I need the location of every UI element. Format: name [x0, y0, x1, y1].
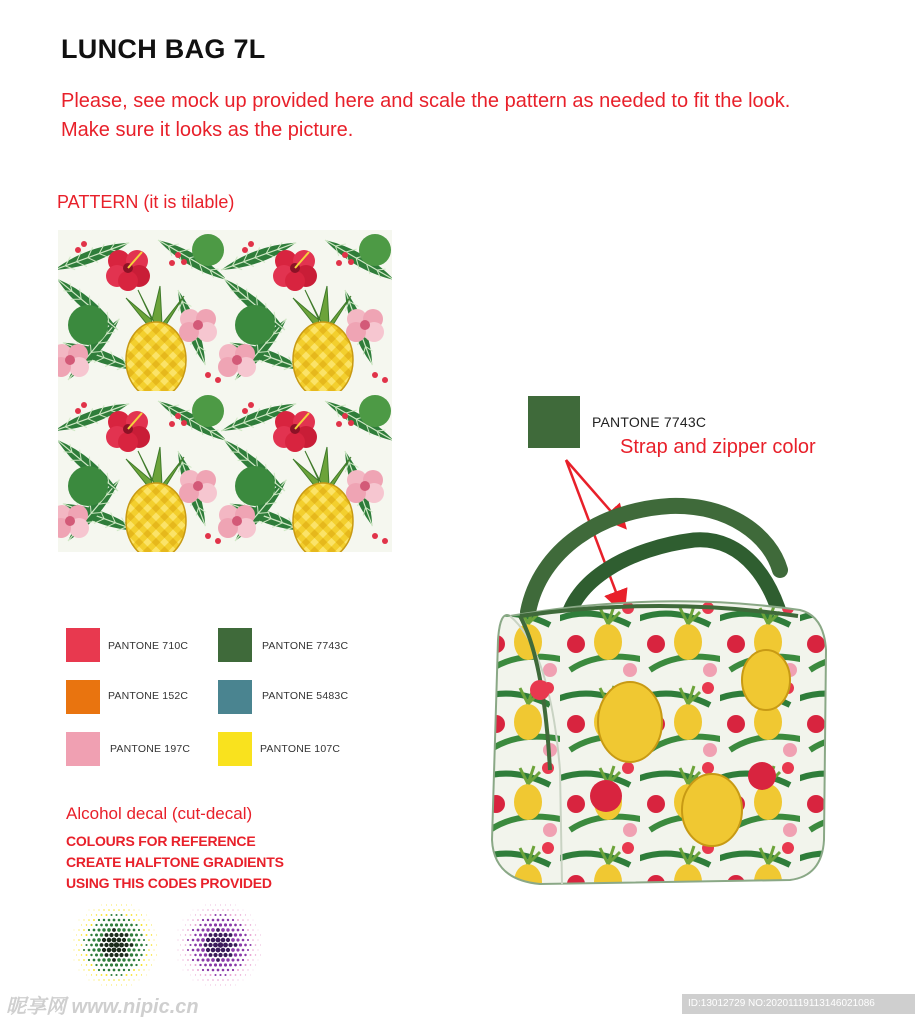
bag-mockup: [480, 440, 840, 900]
swatch-197c-label: PANTONE 197C: [110, 743, 191, 755]
strap-note: Strap and zipper color: [620, 436, 816, 458]
swatch-7743c: [218, 628, 252, 662]
decal-line-2: CREATE HALFTONE GRADIENTS: [66, 854, 284, 870]
strap-pantone-label: PANTONE 7743C: [592, 414, 707, 430]
decal-line-3: USING THIS CODES PROVIDED: [66, 875, 272, 891]
swatch-152c-label: PANTONE 152C: [108, 690, 189, 702]
swatch-197c: [66, 732, 100, 766]
decal-line-1: COLOURS FOR REFERENCE: [66, 833, 256, 849]
bag-body: [492, 601, 826, 884]
pattern-tile: [58, 230, 392, 552]
swatch-7743c-label: PANTONE 7743C: [262, 640, 349, 652]
swatch-710c-label: PANTONE 710C: [108, 640, 189, 652]
swatch-107c: [218, 732, 252, 766]
halftone-decal-purple: [168, 900, 268, 990]
instruction-line-1: Please, see mock up provided here and scale the pattern as needed to fit the look.: [61, 90, 791, 112]
page-title: LUNCH BAG 7L: [61, 34, 266, 64]
pattern-label: PATTERN (it is tilable): [57, 192, 235, 212]
swatch-5483c-label: PANTONE 5483C: [262, 690, 349, 702]
halftone-decal-green: [64, 900, 164, 990]
swatch-5483c: [218, 680, 252, 714]
watermark-right: ID:13012729 NO:20201119113146021086: [682, 994, 915, 1014]
swatch-710c: [66, 628, 100, 662]
instruction-line-2: Make sure it looks as the picture.: [61, 119, 354, 141]
swatch-152c: [66, 680, 100, 714]
decal-title: Alcohol decal (cut-decal): [66, 804, 253, 823]
swatch-107c-label: PANTONE 107C: [260, 743, 341, 755]
watermark-left: 昵享网 www.nipic.cn: [6, 996, 199, 1018]
